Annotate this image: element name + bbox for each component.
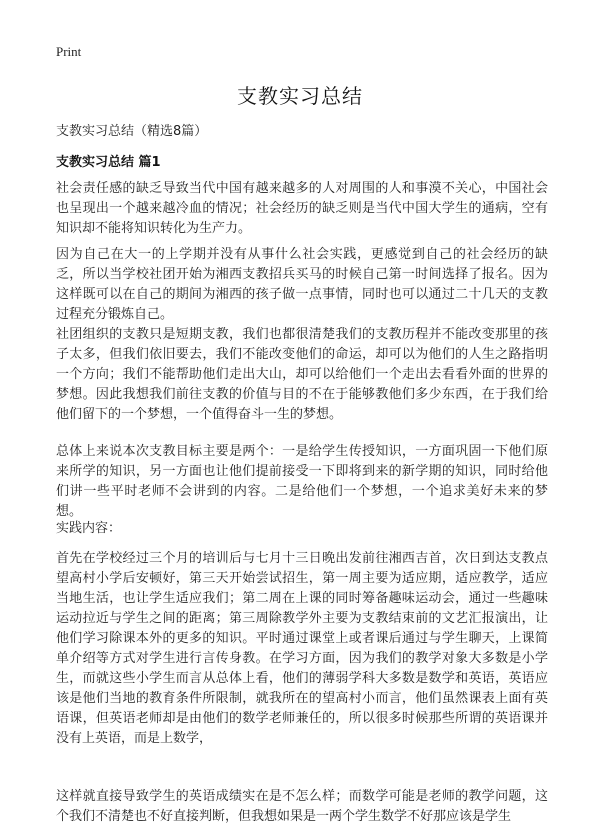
page-title: 支教实习总结	[237, 84, 363, 108]
paragraph-6: 首先在学校经过三个月的培训后与七月十三日晚出发前往湘西吉首，次日到达支教点望高村小学后安顿好，第三天开始尝试招生，第一周主要为适应期，适应教学，适应当地生活，也让学生适应我们；第二周在上课的同时筹备趣味运动会，通过一些趣味运动拉近与学生之间的距离；第三周除教学外主要为支教结束前的文艺汇报演出，让他们学习除课本外的更多的知识。平时通过课堂上或者课后通过与学生聊天，上课简单介绍等方式对学生进行言传身教。在学习方面，因为我们的教学对象大多数是小学生，而就这些小学生而言从总体上看，他们的薄弱学科大多数是数学和英语，英语应该是他们当地的教育条件所限制，就我所在的望高村小而言，他们虽然课表上面有英语课，但英语老师却是由他们的数学老师兼任的，所以很多时候那些所谓的英语课并没有上英语，而是上数学，	[56, 551, 548, 746]
paragraph-1: 社会责任感的缺乏导致当代中国有越来越多的人对周围的人和事漠不关心，中国社会也呈现出一个越来越冷血的情况；社会经历的缺乏则是当代中国大学生的通病，空有知识却不能将知识转化为生产力。	[56, 181, 548, 236]
document-subtitle: 支教实习总结（精选8篇）	[56, 124, 208, 139]
print-link[interactable]: Print	[56, 44, 82, 59]
section-heading: 支教实习总结 篇1	[56, 155, 161, 170]
paragraph-3: 社团组织的支教只是短期支教，我们也都很清楚我们的支教历程并不能改变那里的孩子太多，但我们依旧要去，我们不能改变他们的命运，却可以为他们的人生之路指明一个方向；我们不能帮助他们走出大山，却可以给他们一个走出去看看外面的世界的梦想。因此我想我们前往支教的价值与目的不在于能够教他们多少东西，在于我们给他们留下的一个梦想，一个值得奋斗一生的梦想。	[56, 327, 548, 422]
paragraph-7: 这样就直接导致学生的英语成绩实在是不怎么样；而数学可能是老师的教学问题，这个我们不清楚也不好直接判断，但我想如果是一两个学生数学不好那应该是学生	[56, 789, 548, 824]
practice-content-label: 实践内容：	[56, 521, 122, 536]
paragraph-4: 总体上来说本次支教目标主要是两个：一是给学生传授知识，一方面巩固一下他们原来所学的知识，另一方面也让他们提前接受一下即将到来的新学期的知识，同时给他们讲一些平时老师不会讲到的内容。二是给他们一个梦想，一个追求美好未来的梦想。	[56, 444, 548, 519]
paragraph-2: 因为自己在大一的上学期并没有从事什么社会实践，更感觉到自己的社会经历的缺乏，所以当学校社团开始为湘西支教招兵买马的时候自己第一时间选择了报名。因为这样既可以在自己的期间为湘西的孩子做一点事情，同时也可以通过二十几天的支教过程充分锻炼自己。	[56, 247, 548, 322]
